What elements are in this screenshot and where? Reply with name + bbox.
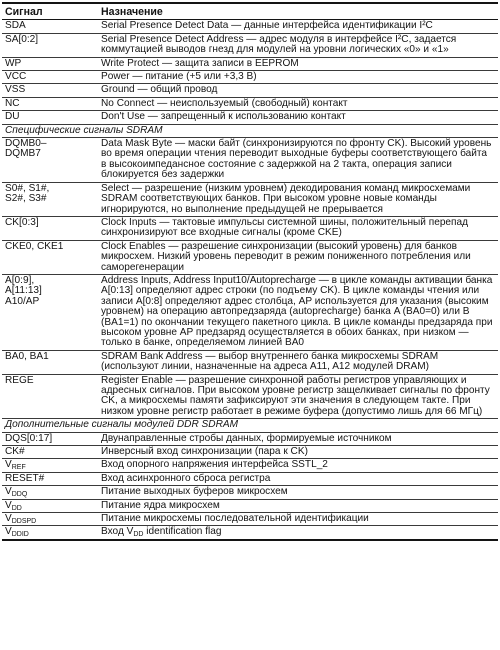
signal-description: Address Inputs, Address Input10/Autoprecharge — в цикле команды активации банка A[0:13] определяют адрес строки (по подъему CK). В цикле команды чтения или записи A[0:8] определяют адрес столбца, AP используется для указания (высоким уровнем) на операцию автопредзаряда (autoprecharge) банка A (BA0=0) или B (BA1=1) по окончании текущего пакетного цикла. В цикле команды предзаряда при высоком уровне AP предзаряд осуществляется в обоих банках, при низком — только в банке, определяемом линией BA0 (98, 274, 498, 350)
signal-name: DQMB0– DQMB7 (2, 138, 98, 183)
signal-description: Двунаправленные стробы данных, формируемые источником (98, 432, 498, 445)
table-row (2, 182, 498, 216)
signal-description: Питание микросхемы последовательной идентификации (98, 513, 498, 526)
signal-description: Select — разрешение (низким уровнем) декодирования команд микросхемами SDRAM соответствующих банков. При высоком уровне новые команды игнорируются, но выполнение предыдущей не прерывается (98, 182, 498, 216)
section-title: Дополнительные сигналы модулей DDR SDRAM (2, 419, 498, 432)
signal-name: $V_{DDSPD}$ (2, 513, 98, 526)
signal-name: A[0:9], A[11:13] A10/AP (2, 274, 98, 350)
table-row (2, 459, 498, 472)
table-row (2, 486, 498, 499)
signal-description: Питание ядра микросхем (98, 499, 498, 512)
signal-description: Don't Use — запрещенный к использованию контакт (98, 111, 498, 124)
table-header-row (2, 3, 498, 20)
table-row (2, 274, 498, 350)
table-body (2, 20, 498, 540)
signal-description: Clock Inputs — тактовые импульсы системной шины, положительный перепад синхронизируют все входные сигналы (кроме CKE) (98, 216, 498, 240)
signal-table-page (2, 2, 498, 541)
signal-description: Вход асинхронного сброса регистра (98, 472, 498, 485)
table-row (2, 84, 498, 97)
signal-name: CKE0, CKE1 (2, 240, 98, 274)
signal-name: SDA (2, 20, 98, 33)
signal-description: Вход $V_{DD}$ identification flag (98, 526, 498, 540)
signal-description: Вход опорного напряжения интерфейса SSTL_2 (98, 459, 498, 472)
signal-table (2, 2, 498, 541)
signal-name: $V_{DD}$ (2, 499, 98, 512)
table-row (2, 71, 498, 84)
signal-name: CK[0:3] (2, 216, 98, 240)
table-row (2, 350, 498, 374)
signal-description: Serial Presence Detect Data — данные интерфейса идентификации I²C (98, 20, 498, 33)
signal-name: WP (2, 57, 98, 70)
signal-name: $V_{REF}$ (2, 459, 98, 472)
table-row (2, 97, 498, 110)
header-purpose: Назначение (98, 3, 498, 20)
signal-description: SDRAM Bank Address — выбор внутреннего банка микросхемы SDRAM (используют линии, назначенные на адреса A11, A12 модулей DRAM) (98, 350, 498, 374)
table-row (2, 472, 498, 485)
signal-name: SA[0:2] (2, 33, 98, 57)
table-row (2, 446, 498, 459)
signal-description: Serial Presence Detect Address — адрес модуля в интерфейсе I²C, задается коммутацией выводов гнезд для модулей на уровни логических «0» и «1» (98, 33, 498, 57)
signal-name: REGE (2, 374, 98, 419)
signal-name: S0#, S1#, S2#, S3# (2, 182, 98, 216)
table-row (2, 216, 498, 240)
signal-name: DU (2, 111, 98, 124)
signal-name: NC (2, 97, 98, 110)
signal-name: VSS (2, 84, 98, 97)
table-row (2, 240, 498, 274)
table-row (2, 33, 498, 57)
signal-description: No Connect — неиспользуемый (свободный) контакт (98, 97, 498, 110)
table-row (2, 374, 498, 419)
signal-name: BA0, BA1 (2, 350, 98, 374)
signal-name: RESET# (2, 472, 98, 485)
table-row (2, 138, 498, 183)
section-title: Специфические сигналы SDRAM (2, 124, 498, 137)
signal-description: Ground — общий провод (98, 84, 498, 97)
signal-name: CK# (2, 446, 98, 459)
signal-description: Power — питание (+5 или +3,3 В) (98, 71, 498, 84)
table-row (2, 499, 498, 512)
signal-description: Write Protect — защита записи в EEPROM (98, 57, 498, 70)
table-row (2, 20, 498, 33)
signal-description: Register Enable — разрешение синхронной работы регистров управляющих и адресных сигналов. При высоком уровне регистр защелкивает сигналы по фронту CK, а микросхемы памяти зафиксируют эти значения в следующем такте. При низком уровне регистр работает в режиме буфера (допустимо лишь для 66 МГц) (98, 374, 498, 419)
section-header-sdram (2, 124, 498, 137)
header-signal: Сигнал (2, 3, 98, 20)
signal-description: Инверсный вход синхронизации (пара к CK) (98, 446, 498, 459)
signal-description: Data Mask Byte — маски байт (синхронизируются по фронту CK). Высокий уровень во время операции чтения переводит выходные буферы соответствующего байта в высокоимпедансное состояние с задержкой на 2 такта, операция записи блокируется без задержки (98, 138, 498, 183)
table-row (2, 432, 498, 445)
signal-name: VCC (2, 71, 98, 84)
table-row (2, 513, 498, 526)
table-row (2, 111, 498, 124)
signal-name: $V_{DDID}$ (2, 526, 98, 540)
signal-name: DQS[0:17] (2, 432, 98, 445)
signal-description: Питание выходных буферов микросхем (98, 486, 498, 499)
signal-name: $V_{DDQ}$ (2, 486, 98, 499)
signal-description: Clock Enables — разрешение синхронизации (высокий уровень) для банков микросхем. Низкий уровень переводит в режим пониженного потребления или самoрегенерации (98, 240, 498, 274)
section-header-ddr (2, 419, 498, 432)
table-row (2, 57, 498, 70)
table-row (2, 526, 498, 540)
